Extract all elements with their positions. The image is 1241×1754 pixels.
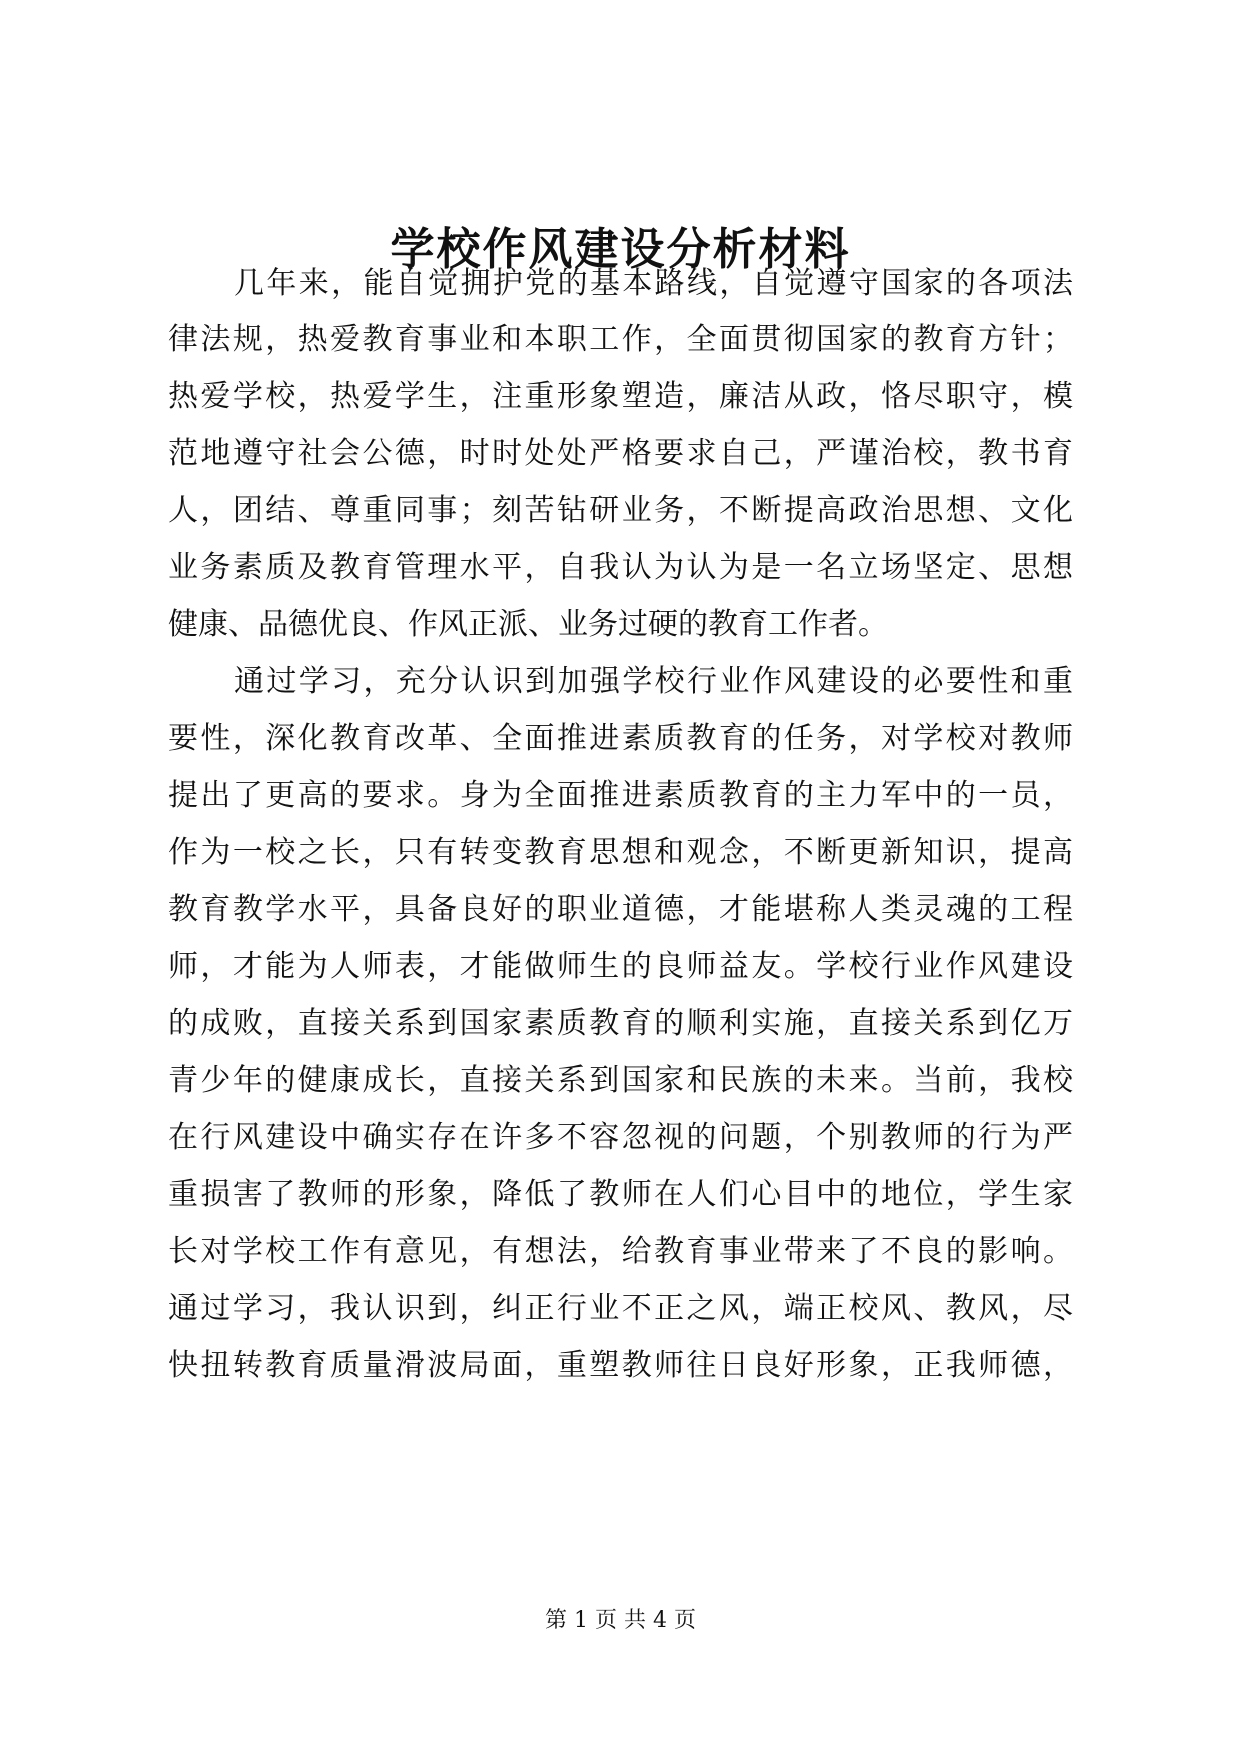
paragraph-line: 重损害了教师的形象，降低了教师在人们心目中的地位，学生家 [168,1177,1073,1212]
paragraph-line: 健康、品德优良、作风正派、业务过硬的教育工作者。 [168,607,888,642]
paragraph-line: 业务素质及教育管理水平，自我认为认为是一名立场坚定、思想 [168,550,1073,585]
paragraph-line: 的成败，直接关系到国家素质教育的顺利实施，直接关系到亿万 [168,1006,1073,1041]
paragraph-line: 作为一校之长，只有转变教育思想和观念，不断更新知识，提高 [168,835,1073,870]
paragraph-line: 人，团结、尊重同事；刻苦钻研业务，不断提高政治思想、文化 [168,493,1073,528]
paragraph-line: 提出了更高的要求。身为全面推进素质教育的主力军中的一员， [168,778,1073,813]
paragraph-line: 教育教学水平，具备良好的职业道德，才能堪称人类灵魂的工程 [168,892,1073,927]
paragraph-line: 在行风建设中确实存在许多不容忽视的问题，个别教师的行为严 [168,1120,1073,1155]
paragraph-line: 几年来，能自觉拥护党的基本路线，自觉遵守国家的各项法 [234,266,1073,301]
paragraph-line: 师，才能为人师表，才能做师生的良师益友。学校行业作风建设 [168,949,1073,984]
paragraph-line: 律法规，热爱教育事业和本职工作，全面贯彻国家的教育方针； [168,322,1073,357]
paragraph-line: 要性，深化教育改革、全面推进素质教育的任务，对学校对教师 [168,721,1073,756]
paragraph-line: 快扭转教育质量滑波局面，重塑教师往日良好形象，正我师德， [168,1348,1073,1383]
paragraph-line: 通过学习，我认识到，纠正行业不正之风，端正校风、教风，尽 [168,1291,1073,1326]
page-footer: 第 1 页 共 4 页 [545,1608,696,1633]
paragraph-line: 青少年的健康成长，直接关系到国家和民族的未来。当前，我校 [168,1063,1073,1098]
document-title: 学校作风建设分析材料 [390,224,851,275]
paragraph-line: 长对学校工作有意见，有想法，给教育事业带来了不良的影响。 [168,1234,1073,1269]
paragraph-line: 范地遵守社会公德，时时处处严格要求自己，严谨治校，教书育 [168,436,1073,471]
paragraph-line: 通过学习，充分认识到加强学校行业作风建设的必要性和重 [234,664,1073,699]
paragraph-line: 热爱学校，热爱学生，注重形象塑造，廉洁从政，恪尽职守，模 [168,379,1073,414]
